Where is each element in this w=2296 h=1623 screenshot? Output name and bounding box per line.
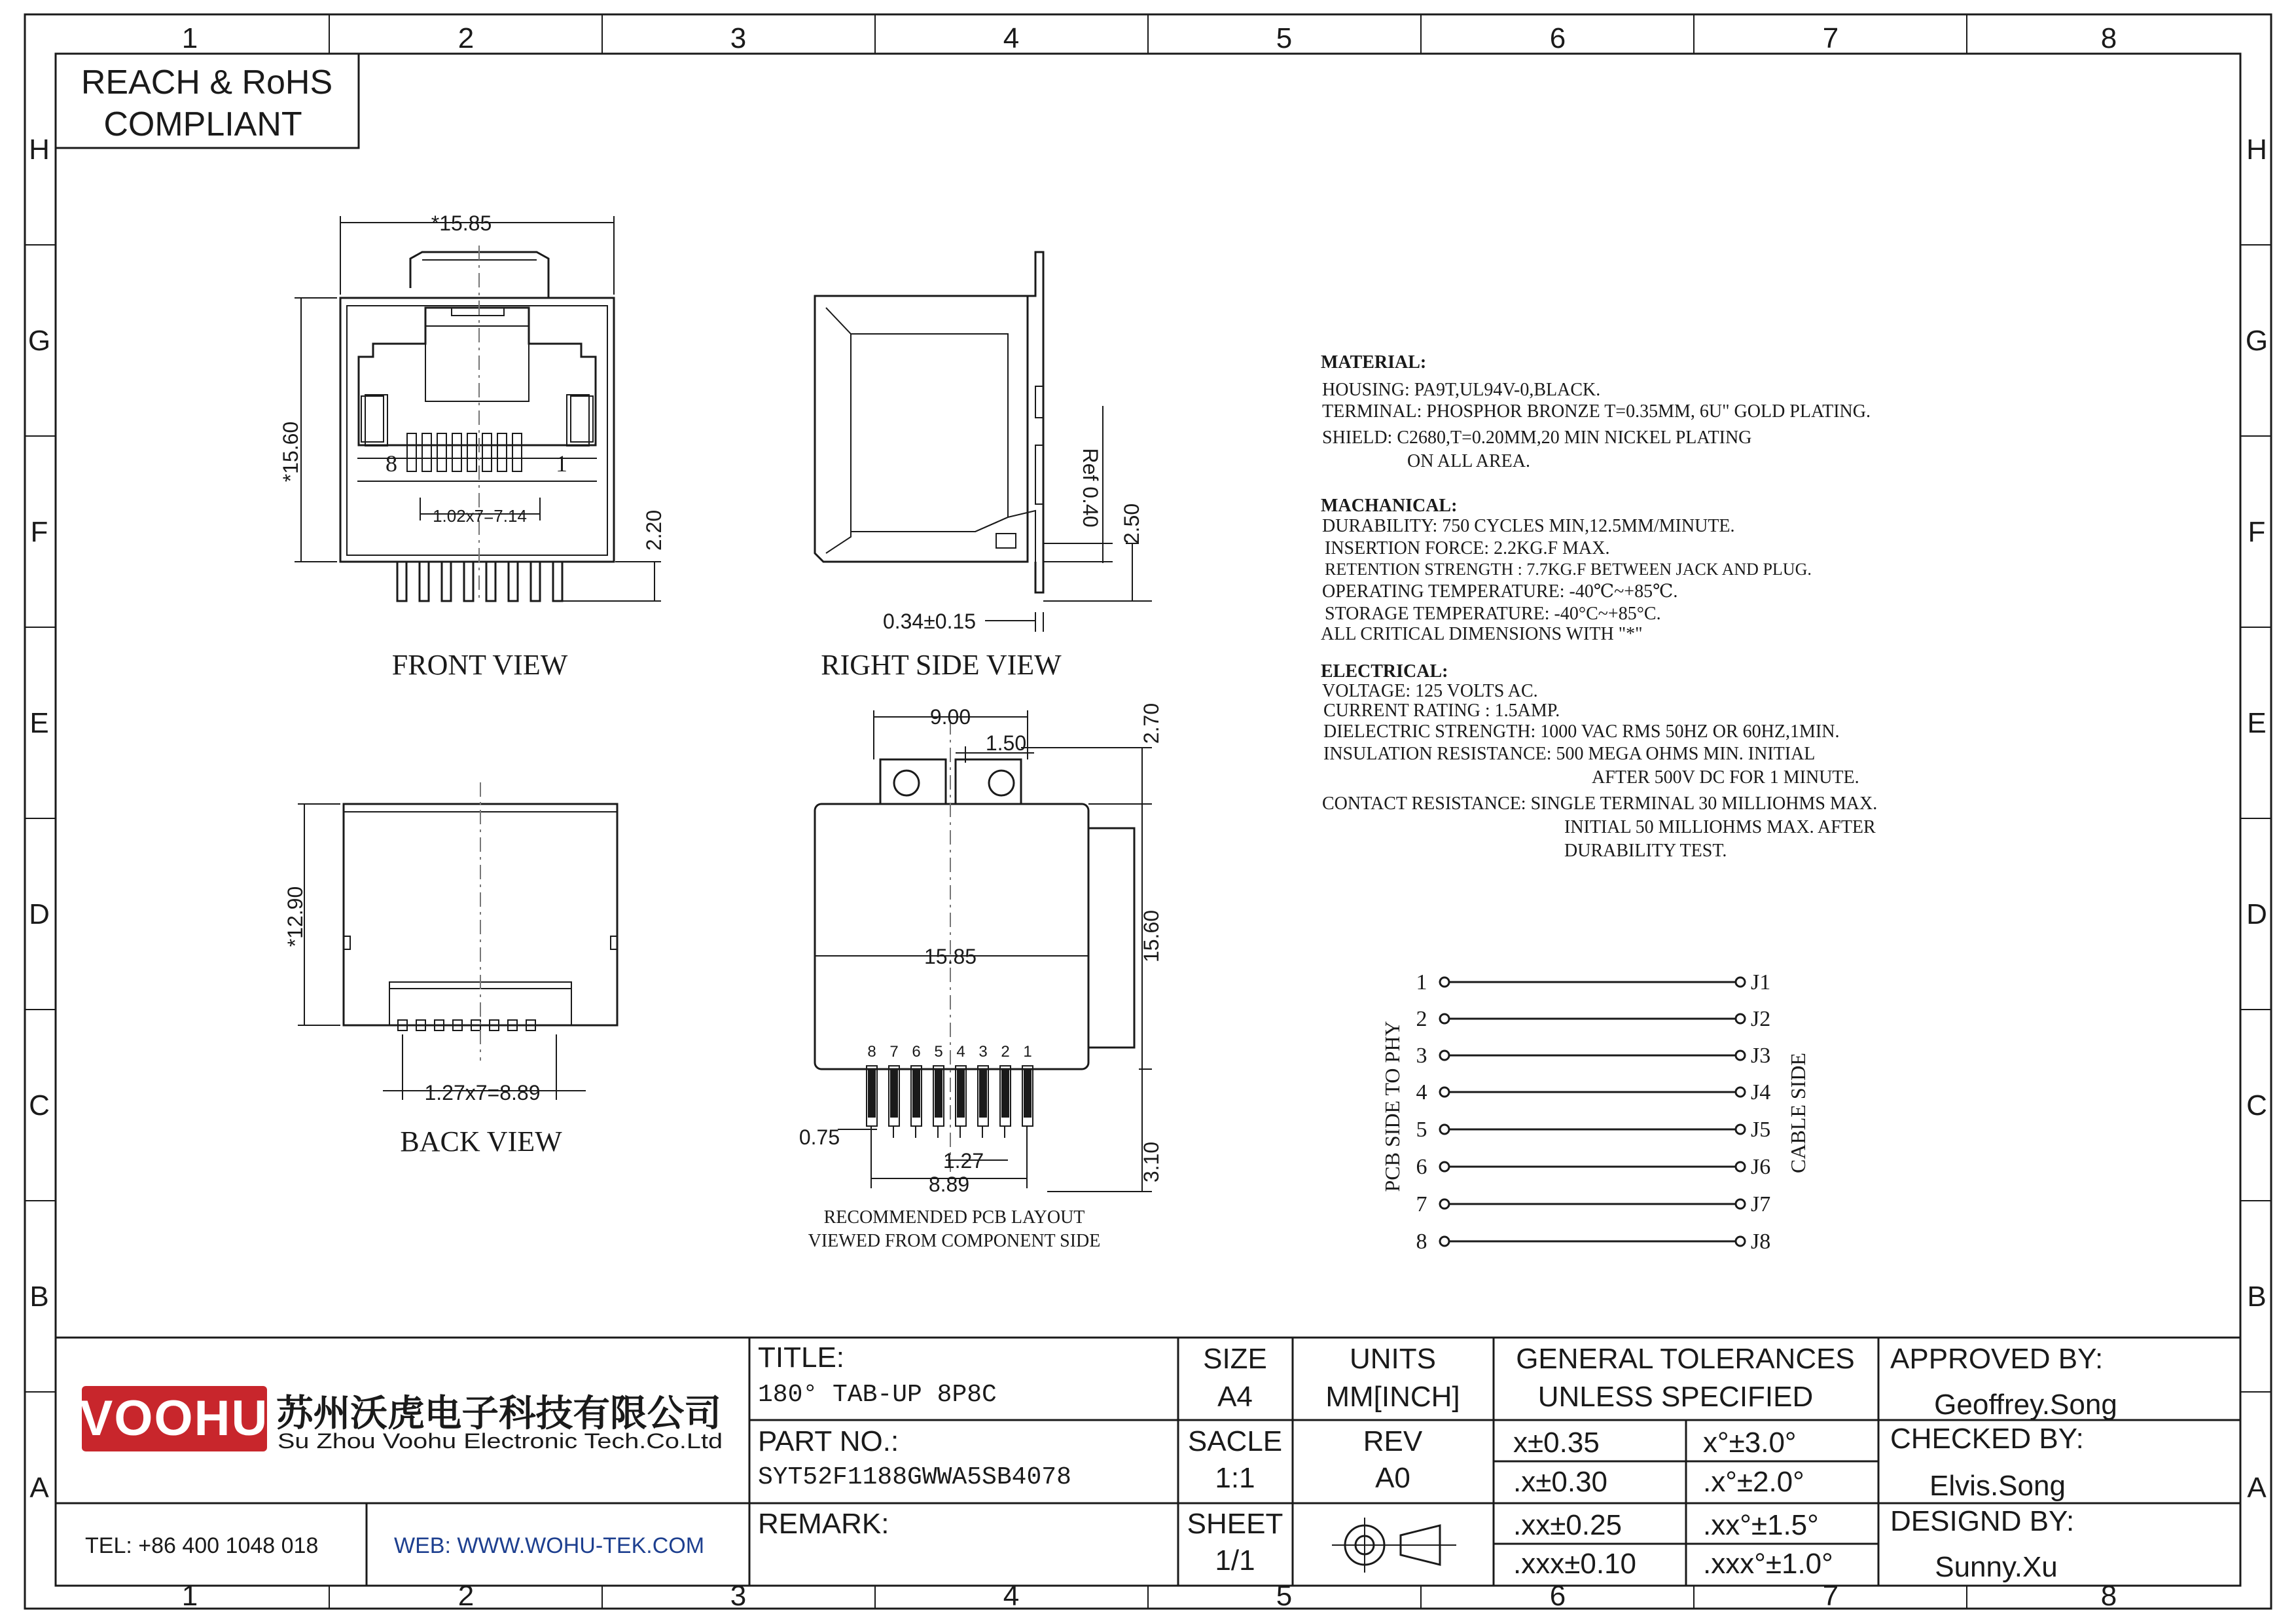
units-value: MM[INCH] <box>1325 1381 1460 1413</box>
zone-row-left-c: C <box>29 1089 50 1122</box>
pcb-dim-span: 8.89 <box>928 1173 970 1196</box>
zone-col-bottom-6: 6 <box>1549 1580 1566 1612</box>
front-dimensions <box>295 216 661 601</box>
schematic-right-pin-j1: J1 <box>1751 970 1771 994</box>
right-dim-thk: 0.34±0.15 <box>882 610 977 633</box>
pcb-layout-label-1: RECOMMENDED PCB LAYOUT <box>823 1207 1085 1228</box>
part-number-value: SYT52F1188GWWA5SB4078 <box>758 1463 1071 1491</box>
company-name-en: Su Zhou Voohu Electronic Tech.Co.Ltd <box>278 1429 723 1453</box>
pcb-dim-tab: 2.70 <box>1139 702 1163 744</box>
front-dim-width: *15.85 <box>431 211 492 235</box>
zone-row-left-e: E <box>29 707 49 739</box>
company-name-cn: 苏州沃虎电子科技有限公司 <box>276 1393 721 1434</box>
right-dim-height: 2.50 <box>1120 503 1143 545</box>
schematic-left-label: PCB SIDE TO PHY <box>1380 1021 1404 1192</box>
zone-col-top-2: 2 <box>457 22 475 54</box>
sheet-value: 1/1 <box>1215 1544 1255 1577</box>
tolerance-angle-1: .x°±2.0° <box>1703 1466 1804 1498</box>
spec-mechanical-3: RETENTION STRENGTH : 7.7KG.F BETWEEN JACK AND PLUG. <box>1325 560 1812 579</box>
rev-label: REV <box>1363 1425 1423 1457</box>
specifications <box>1321 352 1877 861</box>
zone-row-left-a: A <box>29 1472 49 1504</box>
zone-col-top-1: 1 <box>181 22 198 54</box>
pcb-pin-label-2: 2 <box>1001 1043 1010 1061</box>
title-label: TITLE: <box>758 1341 845 1374</box>
pcb-pin-label-4: 4 <box>956 1043 965 1061</box>
spec-mechanical-title: MACHANICAL: <box>1321 496 1458 516</box>
zone-col-top-3: 3 <box>730 22 747 54</box>
back-view-label: BACK VIEW <box>400 1125 562 1158</box>
approved-value: Geoffrey.Song <box>1934 1389 2117 1421</box>
spec-material-1: HOUSING: PA9T,UL94V-0,BLACK. <box>1322 380 1601 400</box>
zone-col-top-8: 8 <box>2100 22 2117 54</box>
schematic-left-pin-8: 8 <box>1416 1230 1427 1254</box>
schematic-right-pin-j7: J7 <box>1751 1192 1771 1216</box>
projection-symbol-icon <box>1332 1518 1456 1573</box>
zone-col-bottom-7: 7 <box>1822 1580 1839 1612</box>
schematic-right-pin-j5: J5 <box>1751 1118 1771 1142</box>
tolerance-angle-0: x°±3.0° <box>1703 1427 1797 1459</box>
spec-electrical-7: INITIAL 50 MILLIOHMS MAX. AFTER <box>1564 817 1876 837</box>
pcb-dimensions <box>815 710 1152 1192</box>
pcb-pin-label-7: 7 <box>889 1043 899 1061</box>
zone-col-bottom-8: 8 <box>2100 1580 2117 1612</box>
company-tel: TEL: +86 400 1048 018 <box>85 1533 319 1558</box>
zone-col-top-5: 5 <box>1276 22 1293 54</box>
back-dim-pitch: 1.27x7=8.89 <box>424 1081 541 1104</box>
tolerance-label-1: GENERAL TOLERANCES <box>1516 1343 1855 1375</box>
spec-mechanical-2: INSERTION FORCE: 2.2KG.F MAX. <box>1325 538 1610 558</box>
zone-col-bottom-3: 3 <box>730 1580 747 1612</box>
schematic-right-pin-j2: J2 <box>1751 1007 1771 1031</box>
pcb-dim-height: 15.60 <box>1139 909 1163 963</box>
schematic-right-pin-j4: J4 <box>1751 1080 1771 1104</box>
zone-col-bottom-1: 1 <box>181 1580 198 1612</box>
front-pin-1-label: 1 <box>556 450 567 477</box>
zone-row-right-a: A <box>2247 1472 2267 1504</box>
pcb-dim-width: 15.85 <box>924 945 977 968</box>
pcb-dim-pad: 0.75 <box>798 1125 840 1149</box>
pin-schematic <box>1440 977 1745 1246</box>
back-dim-height: *12.90 <box>283 886 307 947</box>
zone-row-right-d: D <box>2246 898 2267 930</box>
zone-col-bottom-5: 5 <box>1276 1580 1293 1612</box>
front-contacts <box>407 433 522 471</box>
pcb-pin-label-6: 6 <box>912 1043 921 1061</box>
size-value: A4 <box>1217 1381 1253 1413</box>
zone-row-right-b: B <box>2247 1281 2267 1313</box>
spec-electrical-3: DIELECTRIC STRENGTH: 1000 VAC RMS 50HZ OR 60HZ,1MIN. <box>1323 721 1840 742</box>
spec-mechanical-4: OPERATING TEMPERATURE: -40℃~+85℃. <box>1322 581 1678 602</box>
zone-col-bottom-2: 2 <box>457 1580 475 1612</box>
pcb-layout-label-2: VIEWED FROM COMPONENT SIDE <box>808 1231 1101 1251</box>
spec-electrical-title: ELECTRICAL: <box>1321 661 1448 682</box>
checked-value: Elvis.Song <box>1929 1470 2066 1502</box>
spec-material-3: SHIELD: C2680,T=0.20MM,20 MIN NICKEL PLATING <box>1322 428 1752 448</box>
schematic-left-pin-7: 7 <box>1416 1192 1427 1216</box>
right-side-view <box>815 252 1152 632</box>
schematic-right-pin-j6: J6 <box>1751 1155 1771 1179</box>
spec-material-2: TERMINAL: PHOSPHOR BRONZE T=0.35MM, 6U" GOLD PLATING. <box>1322 401 1871 422</box>
zone-col-top-7: 7 <box>1822 22 1839 54</box>
zone-row-left-b: B <box>29 1281 49 1313</box>
zone-row-left-f: F <box>30 516 48 548</box>
right-dim-ref: Ref 0.40 <box>1079 448 1102 528</box>
zone-row-right-c: C <box>2246 1089 2267 1122</box>
logo-text: VOOHU <box>79 1391 269 1446</box>
pcb-dim-bottom: 3.10 <box>1139 1141 1163 1183</box>
schematic-left-pin-5: 5 <box>1416 1118 1427 1142</box>
remark-label: REMARK: <box>758 1508 889 1540</box>
tolerance-angle-2: .xx°±1.5° <box>1703 1509 1819 1541</box>
pcb-dim-top: 9.00 <box>929 705 971 729</box>
schematic-left-pin-6: 6 <box>1416 1155 1427 1179</box>
scale-value: 1:1 <box>1215 1462 1255 1494</box>
spec-electrical-8: DURABILITY TEST. <box>1564 841 1727 861</box>
schematic-right-pin-j3: J3 <box>1751 1044 1771 1068</box>
schematic-left-pin-1: 1 <box>1416 970 1427 994</box>
tolerance-label-2: UNLESS SPECIFIED <box>1537 1381 1814 1413</box>
pcb-pin-label-3: 3 <box>978 1043 988 1061</box>
pcb-dim-pitch: 1.27 <box>942 1149 984 1173</box>
company-web[interactable]: WEB: WWW.WOHU-TEK.COM <box>394 1533 705 1558</box>
spec-mechanical-5: STORAGE TEMPERATURE: -40°C~+85°C. <box>1325 604 1661 624</box>
zone-col-top-6: 6 <box>1549 22 1566 54</box>
schematic-left-pin-3: 3 <box>1416 1044 1427 1068</box>
zone-row-right-g: G <box>2245 325 2269 357</box>
spec-electrical-4: INSULATION RESISTANCE: 500 MEGA OHMS MIN. INITIAL <box>1323 744 1816 764</box>
designed-label: DESIGND BY: <box>1890 1505 2075 1537</box>
pcb-pin-label-5: 5 <box>934 1043 943 1061</box>
company-logo <box>80 1386 269 1451</box>
front-pin-8-label: 8 <box>386 450 397 477</box>
checked-label: CHECKED BY: <box>1890 1423 2084 1455</box>
tolerance-linear-2: .xx±0.25 <box>1513 1509 1623 1541</box>
pcb-pin-label-1: 1 <box>1023 1043 1032 1061</box>
front-dim-pin: 2.20 <box>642 509 666 551</box>
size-label: SIZE <box>1203 1343 1267 1375</box>
front-dim-height: *15.60 <box>279 421 302 483</box>
sheet-label: SHEET <box>1187 1508 1283 1540</box>
schematic-left-pin-2: 2 <box>1416 1007 1427 1031</box>
back-dimensions <box>298 804 586 1100</box>
zone-row-left-h: H <box>29 134 50 166</box>
pcb-pin-label-8: 8 <box>867 1043 876 1061</box>
spec-electrical-6: CONTACT RESISTANCE: SINGLE TERMINAL 30 MILLIOHMS MAX. <box>1322 793 1878 814</box>
approved-label: APPROVED BY: <box>1890 1343 2104 1375</box>
tolerance-linear-0: x±0.35 <box>1513 1427 1600 1459</box>
zone-row-left-d: D <box>29 898 50 930</box>
spec-electrical-1: VOLTAGE: 125 VOLTS AC. <box>1322 681 1538 701</box>
tolerance-linear-1: .x±0.30 <box>1513 1466 1608 1498</box>
right-view-label: RIGHT SIDE VIEW <box>821 649 1062 681</box>
zone-row-left-g: G <box>27 325 51 357</box>
title-value: 180° TAB-UP 8P8C <box>758 1381 997 1409</box>
rev-value: A0 <box>1375 1462 1410 1494</box>
schematic-right-label: CABLE SIDE <box>1786 1053 1810 1173</box>
zone-row-right-f: F <box>2248 516 2266 548</box>
designed-value: Sunny.Xu <box>1935 1551 2058 1583</box>
compliance-box <box>56 54 359 148</box>
part-label: PART NO.: <box>758 1425 899 1457</box>
spec-mechanical-1: DURABILITY: 750 CYCLES MIN,12.5MM/MINUTE. <box>1322 516 1735 536</box>
spec-material-4: ON ALL AREA. <box>1407 451 1530 471</box>
schematic-right-pin-j8: J8 <box>1751 1230 1771 1254</box>
zone-col-bottom-4: 4 <box>1003 1580 1020 1612</box>
schematic-left-pin-4: 4 <box>1416 1080 1427 1104</box>
units-label: UNITS <box>1350 1343 1436 1375</box>
tolerance-angle-3: .xxx°±1.0° <box>1703 1548 1833 1580</box>
zone-col-top-4: 4 <box>1003 22 1020 54</box>
scale-label: SACLE <box>1187 1425 1283 1457</box>
pcb-dim-slot: 1.50 <box>985 731 1027 755</box>
spec-electrical-5: AFTER 500V DC FOR 1 MINUTE. <box>1592 767 1859 788</box>
front-dim-pitch: 1.02x7=7.14 <box>433 506 527 526</box>
spec-electrical-2: CURRENT RATING : 1.5AMP. <box>1323 701 1560 721</box>
pcb-layout <box>815 759 1134 1069</box>
tolerance-linear-3: .xxx±0.10 <box>1513 1548 1637 1580</box>
compliance-line-1: REACH & RoHS <box>81 64 333 101</box>
zone-row-right-h: H <box>2246 134 2267 166</box>
compliance-line-2: COMPLIANT <box>103 105 302 143</box>
zone-row-right-e: E <box>2247 707 2267 739</box>
spec-mechanical-6: ALL CRITICAL DIMENSIONS WITH "*" <box>1321 624 1643 644</box>
spec-material-title: MATERIAL: <box>1321 352 1427 373</box>
front-view-label: FRONT VIEW <box>391 649 568 681</box>
